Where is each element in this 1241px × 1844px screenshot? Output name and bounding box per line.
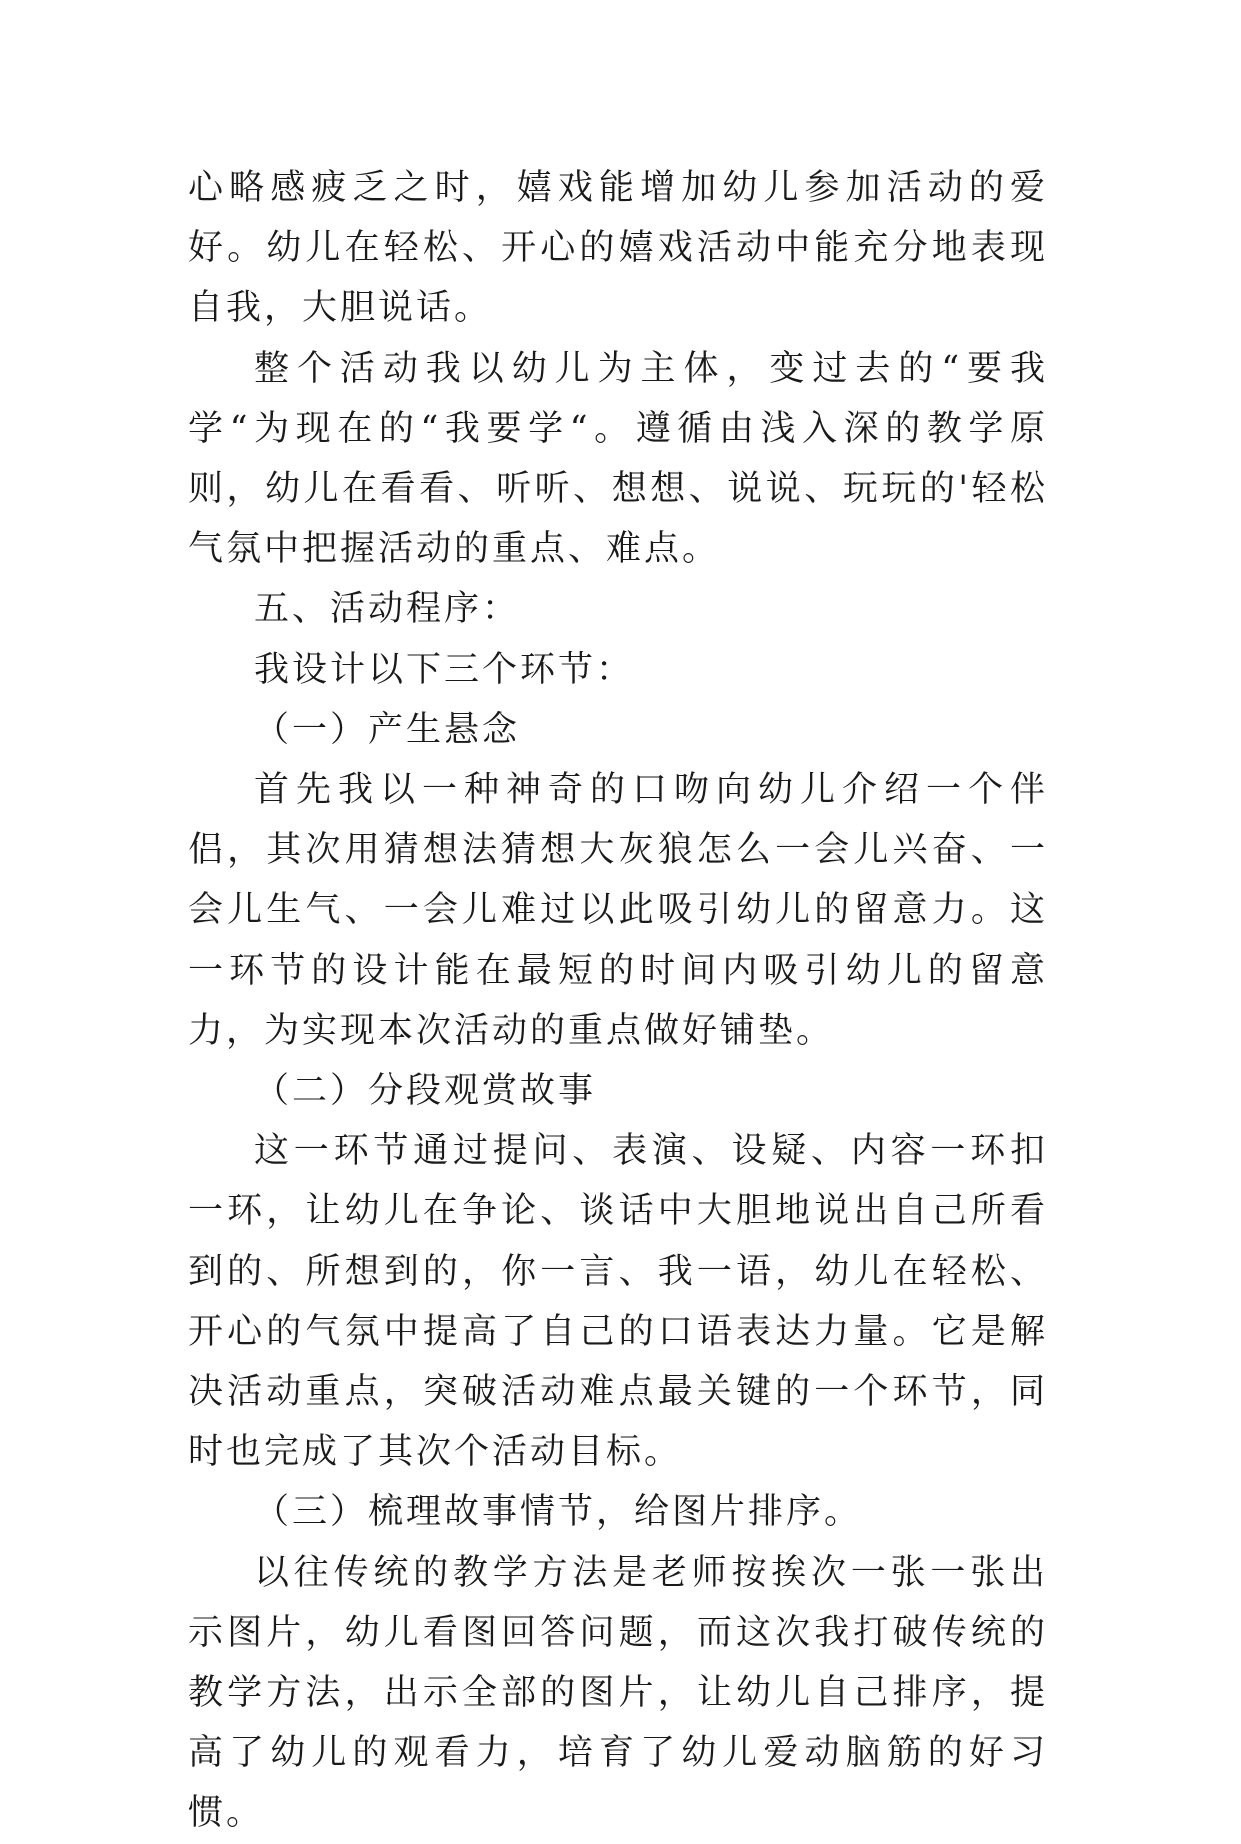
document-page	[188, 158, 1048, 1844]
paragraph-stage-one: 首先我以一种神奇的口吻向幼儿介绍一个伴侣，其次用猜想法猜想大灰狼怎么一会儿兴奋、一会儿生气、一会儿难过以此吸引幼儿的留意力。这一环节的设计能在最短的时间内吸引幼儿的留意力，为实现本次活动的重点做好铺垫。	[188, 770, 1048, 1051]
paragraph-three-stages-intro: 我设计以下三个环节：	[254, 649, 635, 690]
paragraph-stage-two: 这一环节通过提问、表演、设疑、内容一环扣一环，让幼儿在争论、谈话中大胆地说出自己所看到的、所想到的，你一言、我一语，幼儿在轻松、开心的气氛中提高了自己的口语表达力量。它是解决活动重点，突破活动难点最关键的一个环节，同时也完成了其次个活动目标。	[188, 1131, 1048, 1473]
paragraph-activity-approach: 整个活动我以幼儿为主体，变过去的“要我学“为现在的“我要学“。遵循由浅入深的教学原则，幼儿在看看、听听、想想、说说、玩玩的'轻松气氛中把握活动的重点、难点。	[188, 348, 1048, 570]
paragraph-stage-three: 以往传统的教学方法是老师按挨次一张一张出示图片，幼儿看图回答问题，而这次我打破传统的教学方法，出示全部的图片，让幼儿自己排序，提高了幼儿的观看力，培育了幼儿爱动脑筋的好习惯。	[188, 1552, 1048, 1834]
paragraph-continuation: 心略感疲乏之时，嬉戏能增加幼儿参加活动的爱好。幼儿在轻松、开心的嬉戏活动中能充分地表现自我，大胆说话。	[188, 168, 1048, 329]
subheading-stage-one: （一）产生悬念	[254, 709, 521, 750]
subheading-stage-three: （三）梳理故事情节，给图片排序。	[254, 1492, 863, 1533]
section-heading-activity-procedure: 五、活动程序：	[254, 589, 521, 630]
subheading-stage-two: （二）分段观赏故事	[254, 1071, 597, 1112]
